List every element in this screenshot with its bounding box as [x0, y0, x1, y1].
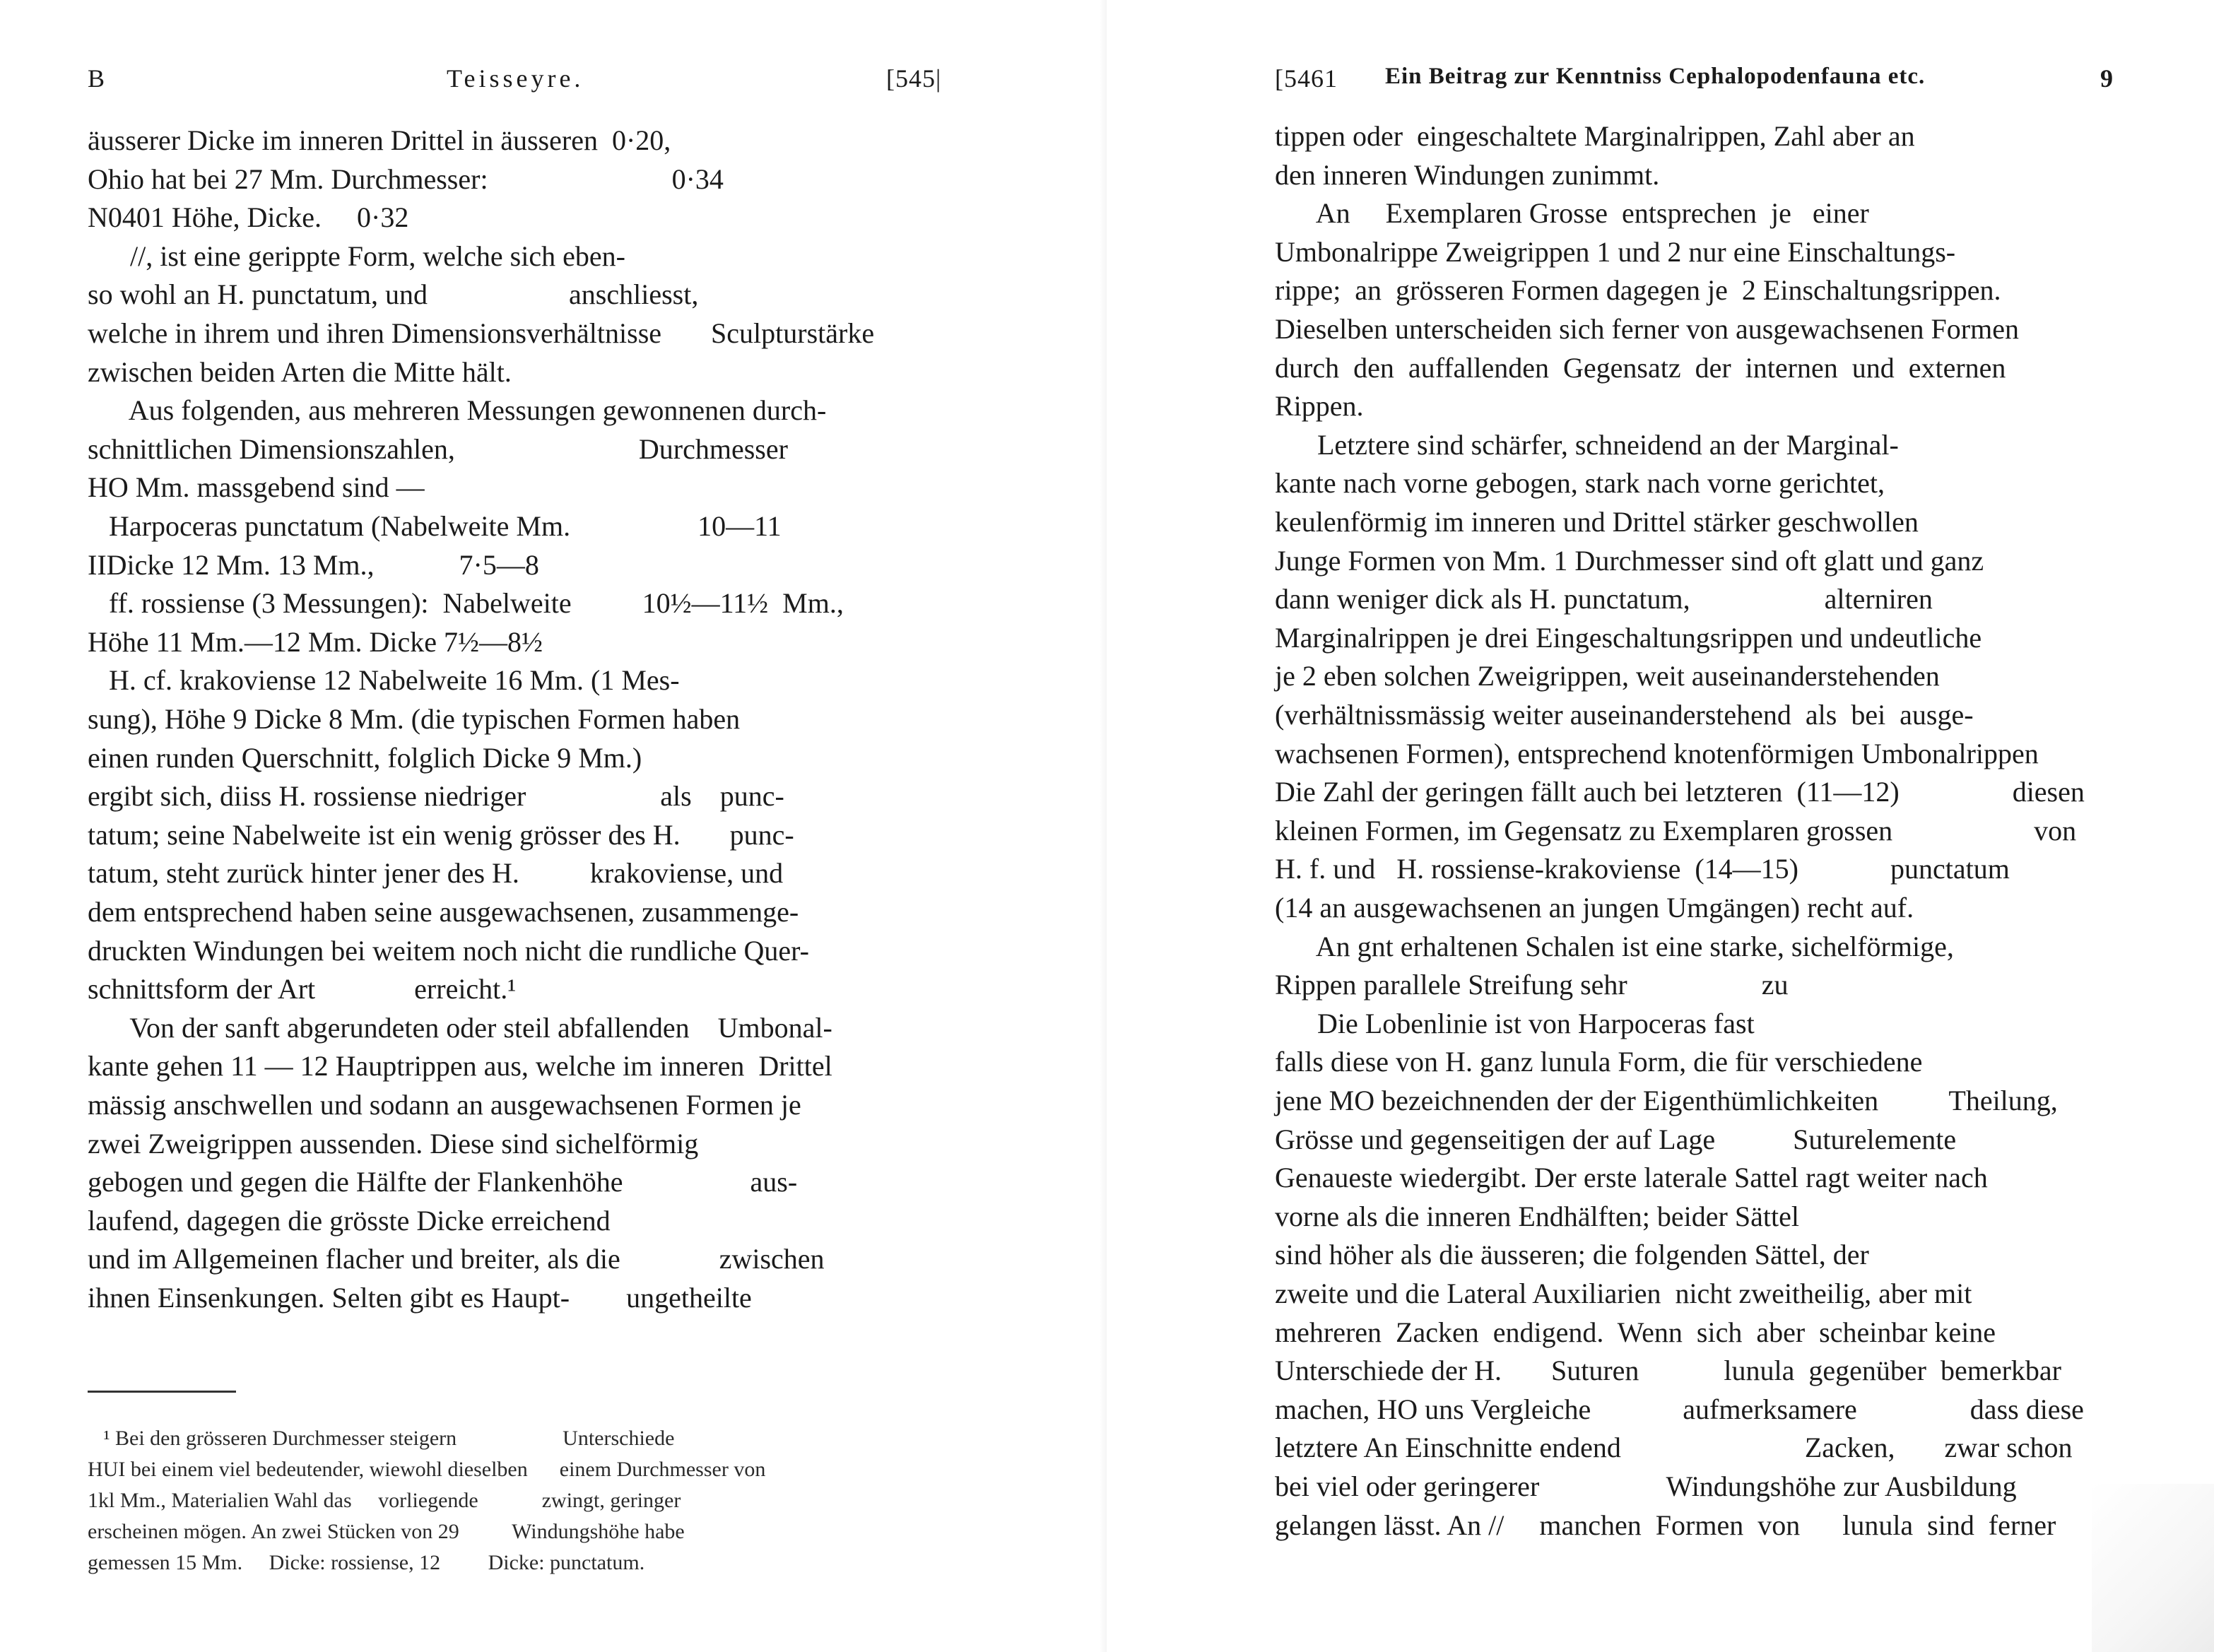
right-page: [1107, 0, 2214, 1652]
text-line: ihnen Einsenkungen. Selten gibt es Haupt- ungetheilte: [88, 1282, 752, 1314]
text-line: An gnt erhaltenen Schalen ist eine starke, sichelförmige,: [1275, 930, 1954, 962]
text-line: (14 an ausgewachsenen an jungen Umgängen) recht auf.: [1275, 892, 1914, 924]
text-line: IIDicke 12 Mm. 13 Mm., 7·5—8: [88, 548, 539, 581]
left-page-number: [545|: [886, 64, 942, 93]
text-line: mässig anschwellen und sodann an ausgewachsenen Formen je: [88, 1089, 801, 1121]
footnote-line: 1kl Mm., Materialien Wahl das vorliegende zwingt, geringer: [88, 1489, 681, 1512]
text-line: bei viel oder geringerer Windungshöhe zur Ausbildung: [1275, 1470, 2017, 1502]
text-line: Die Lobenlinie ist von Harpoceras fast: [1275, 1007, 1755, 1039]
text-line: vorne als die inneren Endhälften; beider Sättel: [1275, 1200, 1799, 1232]
text-line: keulenförmig im inneren und Drittel stärker geschwollen: [1275, 506, 1919, 538]
text-line: machen, HO uns Vergleiche aufmerksamere dass diese: [1275, 1393, 2084, 1425]
text-line: N0401 Höhe, Dicke. 0·32: [88, 201, 409, 234]
text-line: laufend, dagegen die grösste Dicke erreichend: [88, 1204, 611, 1237]
text-line: einen runden Querschnitt, folglich Dicke 9 Mm.): [88, 741, 642, 774]
text-line: rippe; an grösseren Formen dagegen je 2 Einschaltungsrippen.: [1275, 274, 2001, 307]
footnote-line: gemessen 15 Mm. Dicke: rossiense, 12 Dicke: punctatum.: [88, 1551, 645, 1574]
text-line: dann weniger dick als H. punctatum, alterniren: [1275, 583, 1933, 615]
text-line: Marginalrippen je drei Eingeschaltungsrippen und undeutliche: [1275, 621, 1982, 654]
text-line: Ohio hat bei 27 Mm. Durchmesser: 0·34: [88, 163, 724, 195]
text-line: Dieselben unterscheiden sich ferner von ausgewachsenen Formen: [1275, 313, 2019, 345]
text-line: so wohl an H. punctatum, und anschliesst,: [88, 278, 699, 311]
text-line: äusserer Dicke im inneren Drittel in äusseren 0·20,: [88, 124, 671, 156]
text-line: kleinen Formen, im Gegensatz zu Exemplaren grossen von: [1275, 814, 2077, 846]
text-line: je 2 eben solchen Zweigrippen, weit auseinanderstehenden: [1275, 660, 1940, 692]
page-fold-shadow: [2092, 1484, 2214, 1652]
text-line: kante gehen 11 — 12 Hauptrippen aus, welche im inneren Drittel: [88, 1050, 832, 1082]
right-page-signature: [5461: [1275, 64, 1338, 93]
text-line: Genaueste wiedergibt. Der erste laterale Sattel ragt weiter nach: [1275, 1162, 1988, 1194]
text-line: Junge Formen von Mm. 1 Durchmesser sind oft glatt und ganz: [1275, 544, 1984, 577]
text-line: sung), Höhe 9 Dicke 8 Mm. (die typischen Formen haben: [88, 703, 741, 735]
text-line: tatum; seine Nabelweite ist ein wenig grösser des H. punc-: [88, 818, 794, 851]
text-line: zweite und die Lateral Auxiliarien nicht zweitheilig, aber mit: [1275, 1278, 1972, 1309]
text-line: sind höher als die äusseren; die folgenden Sättel, der: [1275, 1239, 1869, 1271]
text-line: kante nach vorne gebogen, stark nach vorne gerichtet,: [1275, 467, 1885, 500]
text-line: Aus folgenden, aus mehreren Messungen gewonnenen durch-: [88, 394, 827, 427]
text-line: H. cf. krakoviense 12 Nabelweite 16 Mm. (1 Mes-: [88, 664, 680, 697]
text-line: H. f. und H. rossiense-krakoviense (14—15) punctatum: [1275, 853, 2010, 885]
text-line: Grösse und gegenseitigen der auf Lage Suturelemente: [1275, 1123, 1957, 1155]
text-line: dem entsprechend haben seine ausgewachsenen, zusammenge-: [88, 896, 799, 928]
text-line: Harpoceras punctatum (Nabelweite Mm. 10—11: [88, 510, 782, 542]
left-page-signature: B: [88, 64, 106, 93]
text-line: tatum, steht zurück hinter jener des H. krakoviense, und: [88, 857, 784, 890]
text-line: HO Mm. massgebend sind —: [88, 471, 425, 504]
text-line: zwei Zweigrippen aussenden. Diese sind sichelförmig: [88, 1127, 699, 1160]
footnote-rule: [88, 1391, 236, 1393]
text-line: Umbonalrippe Zweigrippen 1 und 2 nur eine Einschaltungs-: [1275, 235, 1956, 268]
footnote-line: erscheinen mögen. An zwei Stücken von 29 Windungshöhe habe: [88, 1520, 685, 1543]
text-line: An Exemplaren Grosse entsprechen je einer: [1275, 197, 1869, 230]
footnote-line: HUI bei einem viel bedeutender, wiewohl dieselben einem Durchmesser von: [88, 1458, 766, 1481]
text-line: Rippen.: [1275, 390, 1364, 423]
text-line: mehreren Zacken endigend. Wenn sich aber scheinbar keine: [1275, 1316, 1996, 1348]
text-line: druckten Windungen bei weitem noch nicht die rundliche Quer-: [88, 934, 809, 967]
text-line: durch den auffallenden Gegensatz der internen und externen: [1275, 351, 2006, 384]
text-line: jene MO bezeichnenden der der Eigenthümlichkeiten Theilung,: [1275, 1085, 2058, 1116]
text-line: und im Allgemeinen flacher und breiter, als die zwischen: [88, 1243, 825, 1275]
text-line: Höhe 11 Mm.—12 Mm. Dicke 7½—8½: [88, 625, 543, 658]
text-line: ff. rossiense (3 Messungen): Nabelweite 10½—11½ Mm.,: [88, 587, 844, 620]
text-line: ergibt sich, diiss H. rossiense niedriger als punc-: [88, 780, 784, 813]
text-line: schnittlichen Dimensionszahlen, Durchmesser: [88, 432, 788, 465]
text-line: gelangen lässt. An // manchen Formen von lunula sind ferner: [1275, 1509, 2056, 1541]
text-line: Rippen parallele Streifung sehr zu: [1275, 969, 1789, 1001]
text-line: (verhältnissmässig weiter auseinanderstehend als bei ausge-: [1275, 699, 1974, 731]
text-line: zwischen beiden Arten die Mitte hält.: [88, 355, 512, 388]
text-line: den inneren Windungen zunimmt.: [1275, 158, 1660, 191]
text-line: welche in ihrem und ihren Dimensionsverhältnisse Sculpturstärke: [88, 317, 875, 349]
text-line: //, ist eine gerippte Form, welche sich eben-: [88, 240, 625, 272]
right-page-running-title: Ein Beitrag zur Kenntniss Cephalopodenfauna etc.: [1385, 64, 1926, 89]
footnote-line: ¹ Bei den grösseren Durchmesser steigern Unterschiede: [88, 1427, 675, 1450]
text-line: letztere An Einschnitte endend Zacken, zwar schon: [1275, 1432, 2073, 1464]
text-line: Die Zahl der geringen fällt auch bei letzteren (11—12) diesen: [1275, 776, 2085, 808]
text-line: falls diese von H. ganz lunula Form, die für verschiedene: [1275, 1046, 1923, 1078]
right-page-number: 9: [2100, 64, 2114, 93]
text-line: Von der sanft abgerundeten oder steil abfallenden Umbonal-: [88, 1011, 832, 1044]
text-line: schnittsform der Art erreicht.¹: [88, 973, 517, 1005]
text-line: gebogen und gegen die Hälfte der Flankenhöhe aus-: [88, 1166, 798, 1198]
left-page-running-title: Teisseyre.: [447, 64, 584, 93]
text-line: tippen oder eingeschaltete Marginalrippen, Zahl aber an: [1275, 120, 1915, 152]
text-line: Letztere sind schärfer, schneidend an der Marginal-: [1275, 428, 1899, 461]
text-line: Unterschiede der H. Suturen lunula gegenüber bemerkbar: [1275, 1355, 2061, 1387]
text-line: wachsenen Formen), entsprechend knotenförmigen Umbonalrippen: [1275, 737, 2039, 769]
